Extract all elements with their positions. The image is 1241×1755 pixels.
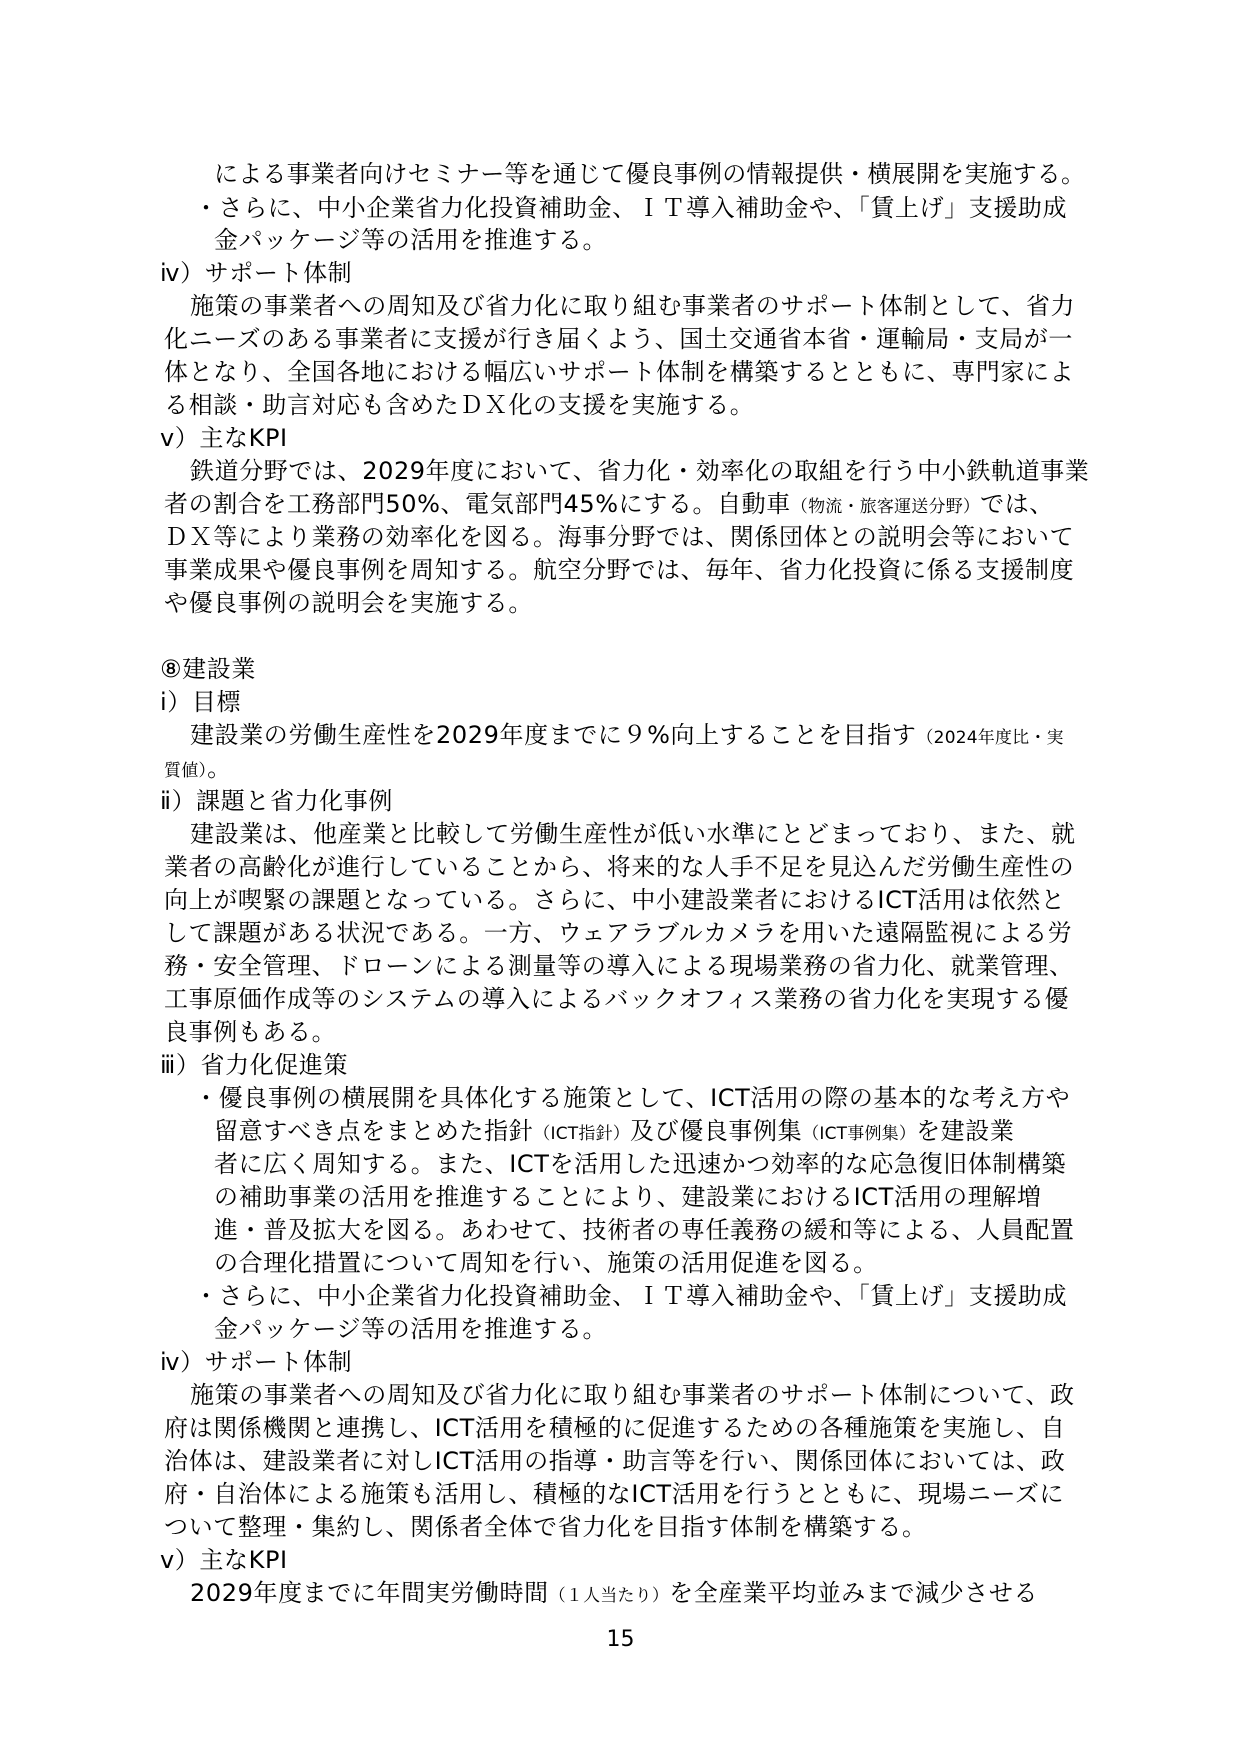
body-text-line: 工事原価作成等のシステムの導入によるバックオフィス業務の省力化を実現する優 (164, 985, 1070, 1013)
body-text-line: 施策の事業者への周知及び省力化に取り組む事業者のサポート体制について、政 (190, 1381, 1075, 1409)
section-heading: ⅱ）課題と省力化事例 (160, 787, 393, 815)
body-text-line: 府は関係機関と連携し、ICT活用を積極的に促進するための各種施策を実施し、自 (164, 1414, 1066, 1442)
body-text-segment: では、 (980, 490, 1054, 518)
bullet-item-line: ・優良事例の横展開を具体化する施策として、ICT活用の際の基本的な考え方や (194, 1084, 1071, 1112)
chapter-heading: ⑧建設業 (160, 655, 256, 683)
parenthetical-note: （2024年度比・実 (916, 728, 1064, 748)
parenthetical-note: 質値） (164, 761, 208, 781)
body-text-line: 向上が喫緊の課題となっている。さらに、中小建設業者におけるICT活用は依然と (164, 886, 1066, 914)
body-text-segment: 及び優良事例集 (630, 1117, 803, 1145)
body-text-line: 化ニーズのある事業者に支援が行き届くよう、国土交通省本省・運輸局・支局が一 (164, 325, 1073, 353)
body-text-line: 鉄道分野では、2029年度において、省力化・効率化の取組を行う中小鉄軌道事業 (190, 457, 1090, 485)
body-text-line: る相談・助言対応も含めたＤＸ化の支援を実施する。 (164, 391, 755, 419)
section-heading: ⅳ）サポート体制 (160, 1348, 353, 1376)
body-text-line: 業者の高齢化が進行していることから、将来的な人手不足を見込んだ労働生産性の (164, 853, 1075, 881)
body-text-line: 施策の事業者への周知及び省力化に取り組む事業者のサポート体制として、省力 (190, 292, 1076, 320)
bullet-item-line: ・さらに、中小企業省力化投資補助金、ＩＴ導入補助金や、「賃上げ」支援助成 (194, 194, 1068, 222)
body-text-line: 治体は、建設業者に対しICT活用の指導・助言等を行い、関係団体においては、政 (164, 1447, 1066, 1475)
bullet-item-line: の補助事業の活用を推進することにより、建設業におけるICT活用の理解増 (214, 1183, 1042, 1211)
body-text-line: や優良事例の説明会を実施する。 (164, 589, 533, 617)
body-text-line: 府・自治体による施策も活用し、積極的なICT活用を行うとともに、現場ニーズに (164, 1480, 1065, 1508)
page-number: 15 (606, 1627, 635, 1652)
body-text-line (164, 752, 232, 787)
bullet-item-line: ・さらに、中小企業省力化投資補助金、ＩＴ導入補助金や、「賃上げ」支援助成 (194, 1282, 1068, 1310)
body-text-segment: を建設業 (916, 1117, 1015, 1145)
bullet-item-line: 者に広く周知する。また、ICTを活用した迅速かつ効率的な応急復旧体制構築 (214, 1150, 1067, 1178)
section-heading: ⅰ）目標 (160, 688, 242, 716)
body-text-line: して課題がある状況である。一方、ウェアラブルカメラを用いた遠隔監視による労 (164, 919, 1073, 947)
body-text-segment: 2029年度までに年間実労働時間 (190, 1579, 549, 1607)
parenthetical-note: （ICT指針） (533, 1124, 630, 1144)
bullet-item-line: 進・普及拡大を図る。あわせて、技術者の専任義務の緩和等による、人員配置 (214, 1216, 1075, 1244)
section-heading: ⅲ）省力化促進策 (160, 1051, 349, 1079)
section-heading: ⅳ）サポート体制 (160, 259, 353, 287)
bullet-item-line: 金パッケージ等の活用を推進する。 (214, 226, 608, 254)
parenthetical-note: （１人当たり） (548, 1586, 670, 1606)
body-text-line (190, 1577, 1038, 1612)
body-text-segment: 建設業の労働生産性を2029年度までに９%向上することを目指す (190, 721, 917, 749)
body-text-line: 務・安全管理、ドローンによる測量等の導入による現場業務の省力化、就業管理、 (164, 952, 1074, 980)
parenthetical-note: （ICT事例集） (802, 1124, 917, 1144)
body-text-segment: 者の割合を工務部門50%、電気部門45%にする。自動車 (164, 490, 791, 518)
body-text-segment: 留意すべき点をまとめた指針 (214, 1117, 534, 1145)
section-heading: ⅴ）主なKPI (160, 1546, 288, 1574)
body-text-line: 事業成果や優良事例を周知する。航空分野では、毎年、省力化投資に係る支援制度 (164, 556, 1075, 584)
body-text-line: 建設業は、他産業と比較して労働生産性が低い水準にとどまっており、また、就 (190, 820, 1076, 848)
body-text-line: 良事例もある。 (164, 1018, 337, 1046)
body-text-line: ついて整理・集約し、関係者全体で省力化を目指す体制を構築する。 (164, 1513, 927, 1541)
body-text-line: ＤＸ等により業務の効率化を図る。海事分野では、関係団体との説明会等において (164, 523, 1075, 551)
parenthetical-note: （物流・旅客運送分野） (790, 497, 981, 517)
body-text-line (164, 488, 1054, 523)
body-text-segment: を全産業平均並みまで減少させる (669, 1579, 1039, 1607)
body-text-line: 体となり、全国各地における幅広いサポート体制を構築するとともに、専門家によ (164, 358, 1075, 386)
bullet-item-line: 金パッケージ等の活用を推進する。 (214, 1315, 608, 1343)
body-text-line: による事業者向けセミナー等を通じて優良事例の情報提供・横展開を実施する。 (214, 160, 1086, 188)
section-heading: ⅴ）主なKPI (160, 424, 288, 452)
bullet-item-line: の合理化措置について周知を行い、施策の活用促進を図る。 (214, 1249, 878, 1277)
bullet-item-line (214, 1115, 1014, 1150)
body-text-segment: 。 (207, 754, 232, 782)
body-text-line (190, 719, 1064, 754)
